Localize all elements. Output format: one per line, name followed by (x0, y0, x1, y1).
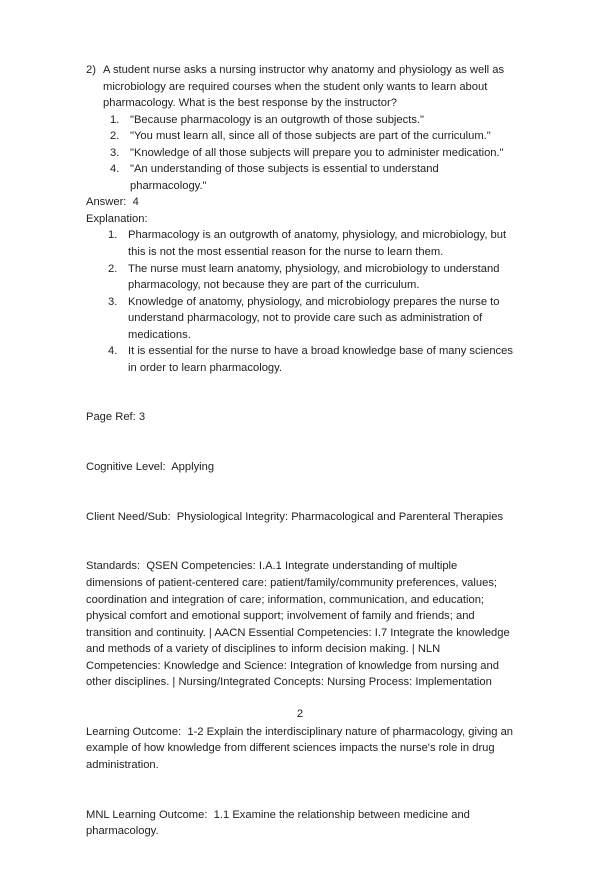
answer-option (110, 128, 514, 145)
rationale-item (108, 294, 514, 344)
answer-option (110, 145, 514, 162)
metadata-cognitive-level: Cognitive Level: Applying (86, 461, 215, 474)
rationale-text: Pharmacology is an outgrowth of anatomy, physiology, and microbiology, but this is not the most essential reason for the nurse to learn them. (128, 229, 507, 259)
option-text: "An understanding of those subjects is essential to understand pharmacology." (130, 163, 439, 192)
question-block (86, 62, 514, 112)
answer-options-list (86, 112, 514, 195)
metadata-learning-outcome: Learning Outcome: 1-2 Explain the interdisciplinary nature of pharmacology, giving an example of how knowledge from different sciences impacts the nurse's role in drug administration. (86, 725, 517, 771)
option-text: "Knowledge of all those subjects will prepare you to administer medication." (130, 146, 504, 159)
rationale-item (108, 261, 514, 294)
page-number-footer: 2 (296, 708, 304, 720)
option-text: "Because pharmacology is an outgrowth of those subjects." (130, 113, 425, 126)
question-number: 2) (86, 64, 96, 76)
rationale-text: It is essential for the nurse to have a broad knowledge base of many sciences in order to learn pharmacology. (128, 345, 513, 374)
rationale-number: 4. (108, 345, 118, 358)
rationale-text: Knowledge of anatomy, physiology, and microbiology prepares the nurse to understand pharmacology, not to provide care such as administration of medications. (128, 295, 500, 341)
answer-option (110, 161, 514, 194)
option-number: 2. (110, 130, 120, 143)
metadata-block (86, 376, 517, 872)
explanation-label: Explanation: (86, 212, 148, 225)
option-number: 3. (110, 146, 120, 159)
answer-line: Answer: 4 (86, 196, 139, 209)
rationale-number: 2. (108, 262, 118, 275)
metadata-standards: Standards: QSEN Competencies: I.A.1 Integrate understanding of multiple dimensions of patient-centered care: patient/family/community preferences, values; coordination and integration of care; information, communication, and education; physical comfort and emotional support; involvement of family and friends; and transition and continuity. | AACN Essential Competencies: I.7 Integrate the knowledge and methods of a variety of disciplines to inform decision making. | NLN Competencies: Knowledge and Science: Integration of knowledge from nursing and other disciplines. | Nursing/Integrated Concepts: Nursing Process: Implementation (86, 560, 513, 689)
option-text: "You must learn all, since all of those subjects are part of the curriculum." (130, 130, 491, 143)
option-number: 1. (110, 113, 120, 126)
question-stem: A student nurse asks a nursing instructor why anatomy and physiology as well as microbiology are required courses when the student only wants to learn about pharmacology. What is the best response by the instructor? (103, 64, 505, 110)
metadata-page-ref: Page Ref: 3 (86, 411, 146, 424)
option-number: 4. (110, 163, 120, 176)
rationale-item (108, 343, 514, 376)
rationale-item (108, 227, 514, 260)
answer-option (110, 112, 514, 129)
metadata-mnl-learning-outcome: MNL Learning Outcome: 1.1 Examine the relationship between medicine and pharmacology. (86, 808, 474, 838)
rationale-number: 3. (108, 295, 118, 308)
rationale-number: 1. (108, 229, 118, 242)
page-content (86, 62, 517, 873)
metadata-client-need: Client Need/Sub: Physiological Integrity: Pharmacological and Parenteral Therapies (86, 510, 504, 523)
rationale-list (86, 227, 514, 376)
rationale-text: The nurse must learn anatomy, physiology, and microbiology to understand pharmacology, not because they are part of the curriculum. (128, 262, 500, 292)
